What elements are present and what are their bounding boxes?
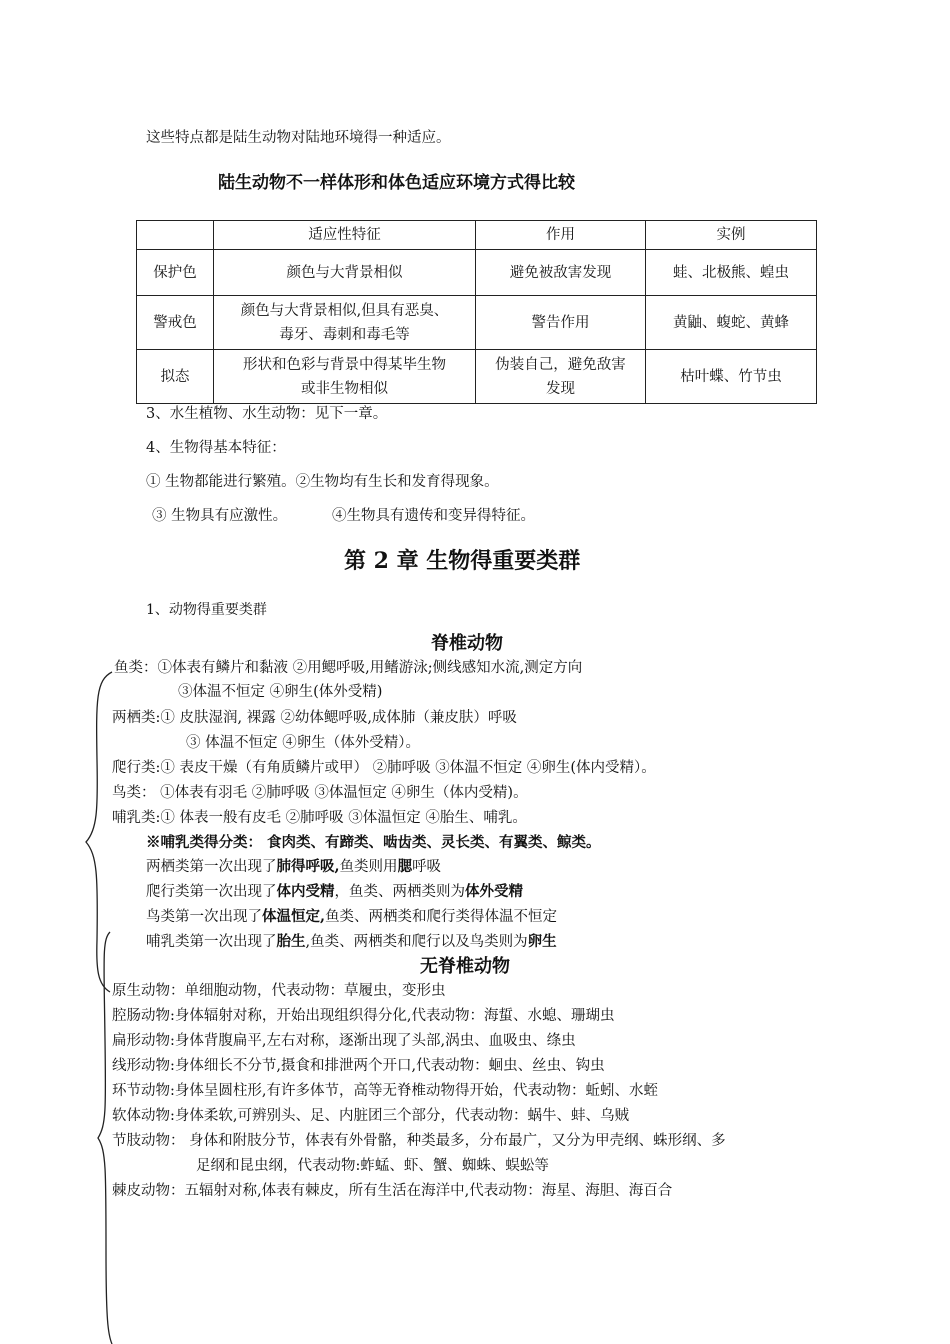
- text-span: ，鱼类、两栖类则为: [334, 884, 465, 900]
- first-appearance-line: [146, 882, 523, 902]
- cell-line: 颜色与大背景相似,但具有恶臭、: [240, 302, 449, 319]
- feature-line-1: ① 生物都能进行繁殖。②生物均有生长和发育得现象。: [146, 474, 499, 490]
- feature-line-2a: ③ 生物具有应激性。: [152, 508, 288, 524]
- table-header-cell: 作用: [476, 221, 646, 250]
- table-row: [137, 250, 817, 296]
- table-cell: 警戒色: [137, 296, 214, 350]
- bold-span: 肺得呼吸,: [276, 858, 340, 875]
- bold-span: 体内受精: [276, 883, 335, 900]
- bird-line: 鸟类： ①体表有羽毛 ②肺呼吸 ③体温恒定 ④卵生（体内受精)。: [112, 785, 528, 801]
- first-appearance-line: [146, 857, 441, 877]
- table-cell: 黄鼬、蝮蛇、黄蜂: [646, 296, 817, 350]
- text-span: ,鱼类、两栖类和爬行以及鸟类则为: [305, 934, 528, 950]
- invertebrate-line: 扁形动物:身体背腹扁平,左右对称，逐渐出现了头部,涡虫、血吸虫、绦虫: [112, 1033, 576, 1049]
- amphibian-line-1: 两栖类:① 皮肤湿润, 裸露 ②幼体鳃呼吸,成体肺（兼皮肤）呼吸: [112, 710, 517, 726]
- invertebrate-title: 无脊椎动物: [420, 956, 510, 977]
- table-row: [137, 296, 817, 350]
- text-span: 呼吸: [412, 859, 442, 875]
- chapter-title: 第 2 章 生物得重要类群: [344, 548, 581, 574]
- cell-line: 或非生物相似: [301, 380, 388, 397]
- table-cell: [214, 296, 476, 350]
- text-span: 哺乳类第一次出现了: [146, 934, 277, 950]
- bold-span: 卵生: [527, 933, 557, 950]
- vertebrate-title: 脊椎动物: [431, 633, 503, 654]
- fish-line-2: ③体温不恒定 ④卵生(体外受精): [178, 684, 383, 700]
- table-cell: [214, 350, 476, 404]
- section-1: 1、动物得重要类群: [146, 602, 267, 618]
- cell-line: 伪装自己，避免敌害: [495, 356, 626, 373]
- table-row: [137, 350, 817, 404]
- intro-line: 这些特点都是陆生动物对陆地环境得一种适应。: [146, 130, 451, 146]
- fish-line-1: 鱼类：①体表有鳞片和黏液 ②用鳃呼吸,用鳍游泳;侧线感知水流,测定方向: [114, 660, 583, 676]
- table-header-cell: 适应性特征: [214, 221, 476, 250]
- table-cell: 拟态: [137, 350, 214, 404]
- text-span: 爬行类第一次出现了: [146, 884, 277, 900]
- invertebrate-line: 原生动物：单细胞动物，代表动物：草履虫，变形虫: [112, 983, 446, 999]
- table-cell: 枯叶蝶、竹节虫: [646, 350, 817, 404]
- comparison-table: [136, 220, 817, 404]
- cell-line: 形状和色彩与背景中得某毕生物: [243, 356, 446, 373]
- reptile-line: 爬行类:① 表皮干燥（有角质鳞片或甲） ②肺呼吸 ③体温不恒定 ④卵生(体内受精）。: [112, 760, 656, 776]
- text-span: 两栖类第一次出现了: [146, 859, 277, 875]
- amphibian-line-2: ③ 体温不恒定 ④卵生（体外受精）。: [186, 735, 420, 751]
- invertebrate-line: 足纲和昆虫纲，代表动物:蚱蜢、虾、蟹、蜘蛛、蜈蚣等: [196, 1158, 549, 1174]
- invertebrate-line: 棘皮动物：五辐射对称,体表有棘皮，所有生活在海洋中,代表动物：海星、海胆、海百合: [112, 1183, 673, 1199]
- invertebrate-brace: [98, 932, 112, 1344]
- first-appearance-line: [146, 907, 557, 927]
- feature-line-2b: ④生物具有遗传和变异得特征。: [332, 508, 535, 524]
- invertebrate-line: 腔肠动物:身体辐射对称，开始出现组织得分化,代表动物：海蜇、水螅、珊瑚虫: [112, 1008, 615, 1024]
- mammal-classes: ※哺乳类得分类： 食肉类、有蹄类、啮齿类、灵长类、有翼类、鲸类。: [146, 834, 601, 851]
- table-header-row: [137, 221, 817, 250]
- item-4: 4、生物得基本特征：: [146, 440, 286, 456]
- cell-line: 发现: [546, 380, 575, 397]
- bold-span: 体温恒定,: [262, 908, 326, 925]
- text-span: 鱼类则用: [339, 859, 398, 875]
- table-cell: 保护色: [137, 250, 214, 296]
- item-3: 3、水生植物、水生动物：见下一章。: [146, 406, 388, 422]
- vertebrate-brace: [86, 672, 112, 992]
- invertebrate-line: 线形动物:身体细长不分节,摄食和排泄两个开口,代表动物：蛔虫、丝虫、钩虫: [112, 1058, 605, 1074]
- text-span: 鸟类第一次出现了: [146, 909, 262, 925]
- table-cell: 警告作用: [476, 296, 646, 350]
- cell-line: 毒牙、毒刺和毒毛等: [279, 326, 410, 343]
- bold-span: 胎生: [276, 933, 306, 950]
- bold-span: 腮: [397, 858, 413, 875]
- table-cell: 颜色与大背景相似: [214, 250, 476, 296]
- table-cell: 避免被敌害发现: [476, 250, 646, 296]
- invertebrate-line: 环节动物:身体呈圆柱形,有许多体节，高等无脊椎动物得开始，代表动物：蚯蚓、水蛭: [112, 1083, 658, 1099]
- table-cell: 蛙、北极熊、蝗虫: [646, 250, 817, 296]
- table-cell: [476, 350, 646, 404]
- table-header-cell: 实例: [646, 221, 817, 250]
- invertebrate-line: 节肢动物： 身体和附肢分节，体表有外骨骼，种类最多，分布最广，又分为甲壳纲、蛛形纲、多: [112, 1133, 726, 1149]
- bold-span: 体外受精: [465, 883, 523, 900]
- mammal-line: 哺乳类:① 体表一般有皮毛 ②肺呼吸 ③体温恒定 ④胎生、哺乳。: [112, 810, 527, 826]
- text-span: 鱼类、两栖类和爬行类得体温不恒定: [325, 909, 558, 925]
- table-header-cell: [137, 221, 214, 250]
- invertebrate-line: 软体动物:身体柔软,可辨别头、足、内脏团三个部分，代表动物：蜗牛、蚌、乌贼: [112, 1108, 629, 1124]
- table-title: 陆生动物不一样体形和体色适应环境方式得比较: [218, 173, 575, 193]
- first-appearance-line: [146, 932, 557, 952]
